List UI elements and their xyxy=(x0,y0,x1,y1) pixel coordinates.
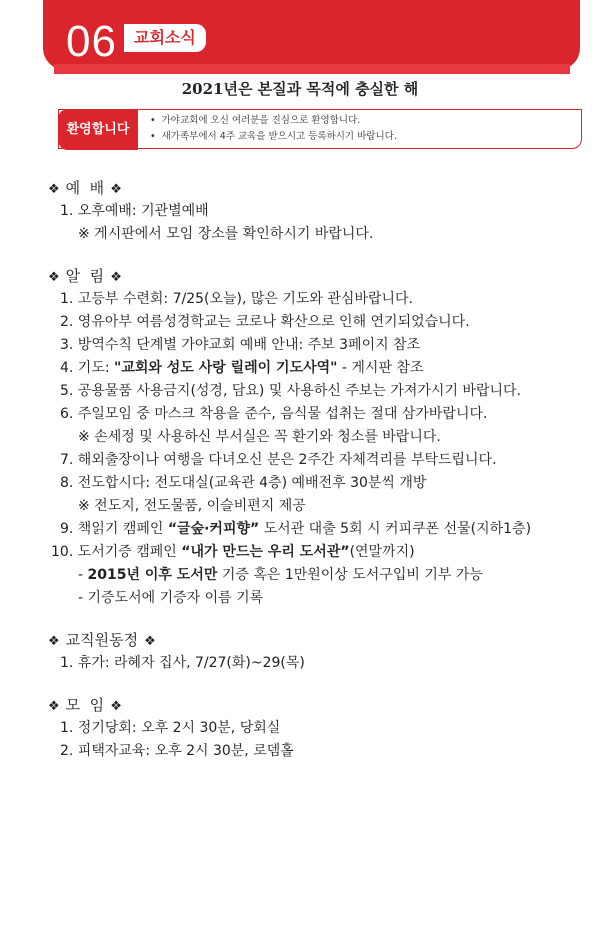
list-item: 1. 휴가: 라혜자 집사, 7/27(화)~29(목) xyxy=(60,655,305,671)
diamond-icon: ❖ xyxy=(110,699,122,714)
section-staff-title: ❖ 교직원동정 ❖ xyxy=(48,631,156,649)
list-item: 10. 도서기증 캠페인 “내가 만드는 우리 도서관”(연말까지) xyxy=(51,544,415,560)
note-item: ※ 게시판에서 모임 장소를 확인하시기 바랍니다. xyxy=(78,226,374,242)
note-item: ※ 손세정 및 사용하신 부서실은 꼭 환기와 청소를 바랍니다. xyxy=(78,429,441,445)
list-item: 1. 고등부 수련회: 7/25(오늘), 많은 기도와 관심바랍니다. xyxy=(60,291,413,307)
list-item: 7. 해외출장이나 여행을 다녀오신 분은 2주간 자체격리를 부탁드립니다. xyxy=(60,452,497,468)
news-content xyxy=(48,176,588,763)
list-item: 9. 책읽기 캠페인 “글숲·커피향” 도서관 대출 5회 시 커피쿠폰 선물(지하1층) xyxy=(60,521,532,537)
diamond-icon: ❖ xyxy=(144,634,156,649)
diamond-icon: ❖ xyxy=(48,634,60,649)
page-title: 2021년은 본질과 목적에 충실한 해 xyxy=(181,80,419,98)
welcome-line: • 새가족부에서 4주 교육을 받으시고 등록하시기 바랍니다. xyxy=(150,129,397,145)
diamond-icon: ❖ xyxy=(48,182,60,197)
diamond-icon: ❖ xyxy=(110,270,122,285)
list-item: 2. 영유아부 여름성경학교는 코로나 확산으로 인해 연기되었습니다. xyxy=(60,314,470,330)
list-item: 4. 기도: "교회와 성도 사랑 릴레이 기도사역" - 게시판 참조 xyxy=(60,360,424,376)
sub-item: - 기증도서에 기증자 이름 기록 xyxy=(78,590,264,606)
list-item: 5. 공용물품 사용금지(성경, 담요) 및 사용하신 주보는 가져가시기 바랍니다. xyxy=(60,383,521,399)
diamond-icon: ❖ xyxy=(110,182,122,197)
section-label: 교회소식 xyxy=(124,24,206,52)
section-worship-title: ❖ 예 배 ❖ xyxy=(48,179,122,197)
section-meeting-title: ❖ 모 임 ❖ xyxy=(48,696,122,714)
list-item: 3. 방역수칙 단계별 가야교회 예배 안내: 주보 3페이지 참조 xyxy=(60,337,421,353)
welcome-line: • 가야교회에 오신 여러분을 진심으로 환영합니다. xyxy=(150,113,397,129)
welcome-tag: 환영합니다 xyxy=(58,109,138,150)
note-item: ※ 전도지, 전도물품, 이슬비편지 제공 xyxy=(78,498,306,514)
welcome-lines xyxy=(150,113,397,145)
diamond-icon: ❖ xyxy=(48,270,60,285)
list-item: 1. 정기당회: 오후 2시 30분, 당회실 xyxy=(60,720,281,736)
section-notice-title: ❖ 알 림 ❖ xyxy=(48,267,122,285)
sub-item: - 2015년 이후 도서만 기증 혹은 1만원이상 도서구입비 기부 가능 xyxy=(78,567,483,583)
list-item: 8. 전도합시다: 전도대실(교육관 4층) 예배전후 30분씩 개방 xyxy=(60,475,427,491)
diamond-icon: ❖ xyxy=(48,699,60,714)
header-strip xyxy=(54,64,570,74)
list-item: 6. 주일모임 중 마스크 착용을 준수, 음식물 섭취는 절대 삼가바랍니다. xyxy=(60,406,488,422)
list-item: 2. 피택자교육: 오후 2시 30분, 로뎀홀 xyxy=(60,743,294,759)
section-number: 06 xyxy=(66,17,117,66)
list-item: 1. 오후예배: 기관별예배 xyxy=(60,203,209,219)
